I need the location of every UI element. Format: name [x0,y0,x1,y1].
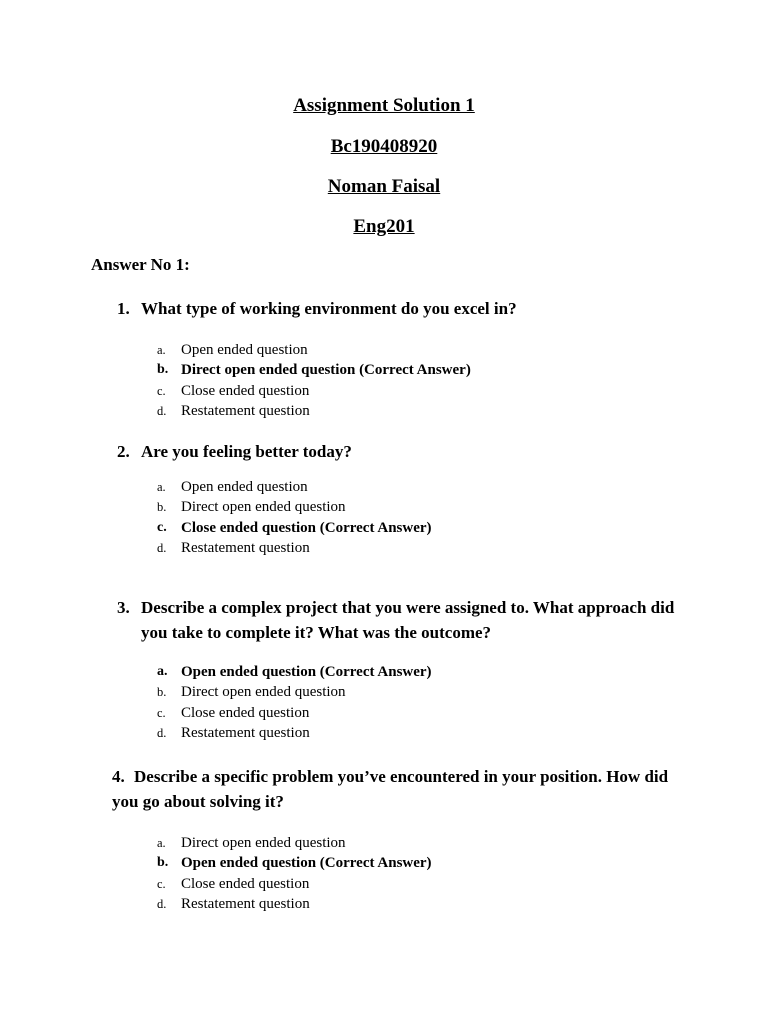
option-text: Direct open ended question [181,684,346,701]
option-letter: b. [157,685,167,700]
option-letter: c. [157,705,166,720]
option-text: Restatement question [181,402,310,419]
option-c-correct [157,518,432,538]
course-code: Eng201 [353,216,415,237]
option-d [157,401,471,421]
option-d [157,723,432,743]
option-letter: a. [157,480,166,494]
question-1 [117,296,701,321]
option-letter: c. [157,383,166,398]
option-text: Open ended question [181,479,308,495]
option-text: Close ended question [181,875,310,892]
student-id: Bc190408920 [330,136,438,157]
option-letter: a. [157,664,168,679]
option-c [157,381,471,401]
option-letter: c. [157,519,167,535]
option-letter: b. [157,362,169,378]
option-text: Open ended question [181,342,308,358]
option-text: Open ended question (Correct Answer) [181,664,432,680]
option-a [157,340,471,360]
question-text: Are you feeling better today? [141,442,352,461]
option-text: Direct open ended question (Correct Answer) [181,362,471,379]
option-text: Direct open ended question [181,835,346,851]
answer-heading: Answer No 1: [91,255,190,274]
question-3 [117,595,701,645]
option-text: Close ended question [181,704,310,721]
option-text: Close ended question (Correct Answer) [181,519,432,536]
option-a-correct [157,662,432,682]
option-letter: d. [157,403,167,418]
option-a [157,477,432,497]
option-b-correct [157,360,471,380]
question-text: What type of working environment do you excel in? [141,299,517,318]
option-letter: d. [157,725,167,740]
option-text: Close ended question [181,382,310,399]
option-text: Restatement question [181,724,310,741]
option-d [157,538,432,558]
option-b [157,497,432,517]
option-d [157,894,432,914]
option-c [157,874,432,894]
option-b [157,682,432,702]
option-text: Open ended question (Correct Answer) [181,855,432,872]
option-text: Restatement question [181,895,310,912]
option-letter: b. [157,855,169,871]
option-letter: a. [157,836,166,850]
options-list-4 [157,833,432,914]
options-list-1 [157,340,471,421]
question-number: 1. [117,299,130,318]
question-number: 2. [117,442,130,461]
option-b-correct [157,853,432,873]
option-letter: b. [157,500,167,515]
options-list-3 [157,662,432,743]
question-number: 4. [112,767,125,786]
option-letter: d. [157,896,167,911]
document-title: Assignment Solution 1 [293,95,475,116]
options-list-2 [157,477,432,558]
option-c [157,703,432,723]
option-text: Direct open ended question [181,499,346,516]
option-letter: a. [157,343,166,357]
question-number: 3. [117,598,130,617]
option-letter: d. [157,540,167,555]
option-a [157,833,432,853]
student-name: Noman Faisal [327,176,441,197]
option-letter: c. [157,876,166,891]
option-text: Restatement question [181,539,310,556]
question-4 [112,764,672,814]
question-2 [117,439,701,464]
question-text: Describe a complex project that you were assigned to. What approach did you take to complete it? What was the outcome? [141,598,675,642]
question-text: Describe a specific problem you’ve encountered in your position. How did you go about solving it? [112,767,669,811]
